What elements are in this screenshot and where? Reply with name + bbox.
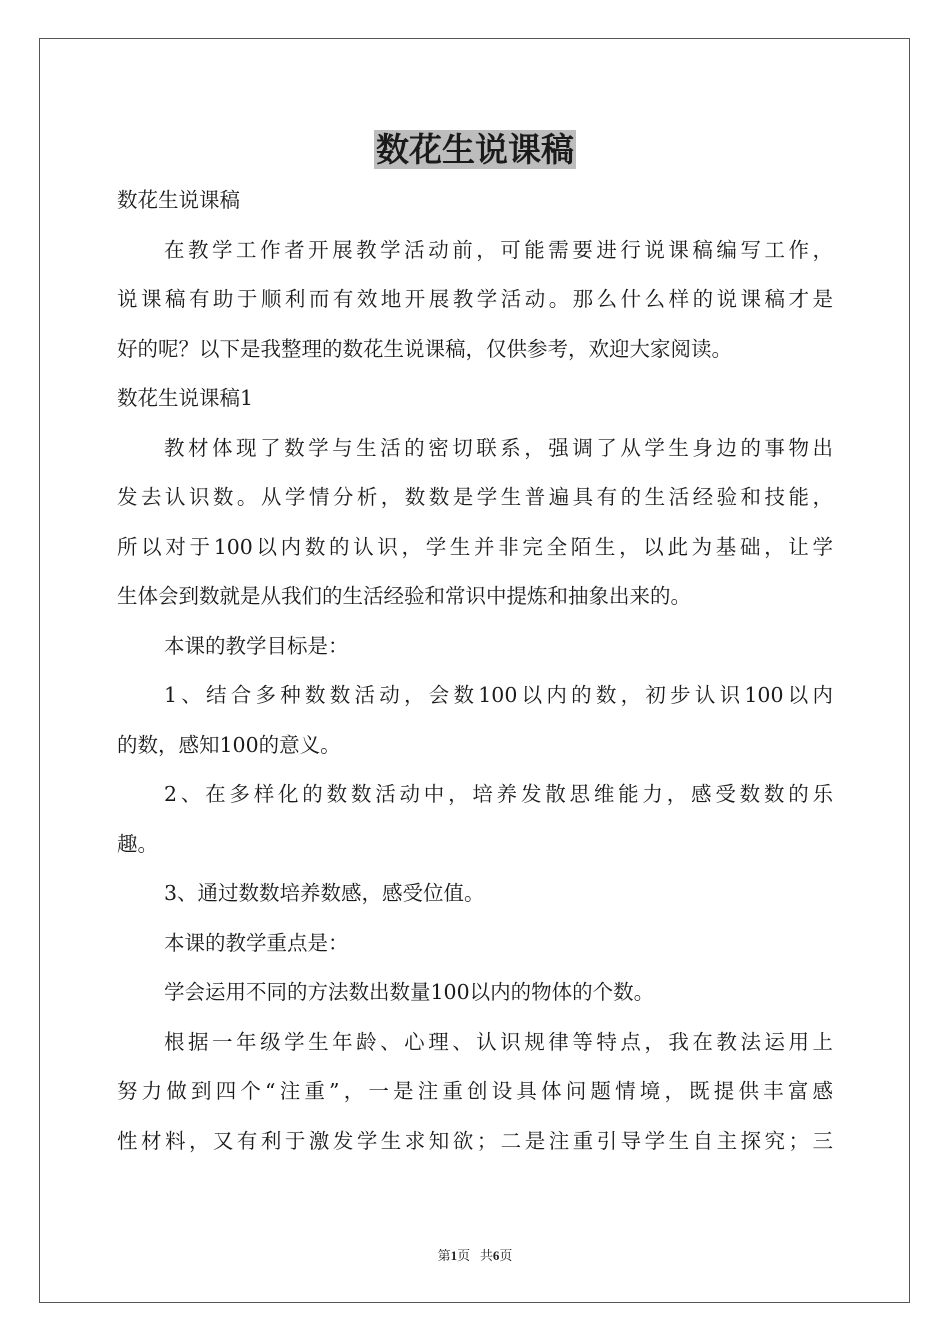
total-prefix: 共 xyxy=(479,1248,493,1263)
paragraph-line: 学会运用不同的方法数出数量100以内的物体的个数。 xyxy=(164,980,655,1004)
page-footer xyxy=(0,1245,950,1264)
total-suffix: 页 xyxy=(499,1248,513,1263)
paragraph-line: 的数，感知100的意义。 xyxy=(117,732,341,757)
paragraph-line: 本课的教学重点是： xyxy=(164,930,349,955)
paragraph-line: 本课的教学目标是： xyxy=(164,633,349,658)
paragraph-line: 3、通过数数培养数感，感受位值。 xyxy=(164,881,485,905)
total-pages: 6 xyxy=(492,1248,500,1263)
section-heading: 数花生说课稿1 xyxy=(117,386,254,410)
paragraph-line: 2、在多样化的数数活动中，培养发散思维能力，感受数数的乐 xyxy=(164,782,833,806)
subtitle-line: 数花生说课稿 xyxy=(117,188,240,212)
document-title xyxy=(0,128,950,172)
paragraph-line: 所以对于100以内数的认识，学生并非完全陌生，以此为基础，让学 xyxy=(117,534,833,559)
paragraph-line: 努力做到四个“注重”，一是注重创设具体问题情境，既提供丰富感 xyxy=(117,1079,833,1103)
page-prefix: 第 xyxy=(437,1248,451,1263)
paragraph-line: 趣。 xyxy=(117,831,158,856)
page-number: 1 xyxy=(450,1248,458,1263)
paragraph-line: 教材体现了数学与生活的密切联系，强调了从学生身边的事物出 xyxy=(164,435,833,460)
paragraph-line: 发去认识数。从学情分析，数数是学生普遍具有的生活经验和技能， xyxy=(117,485,833,509)
page-suffix: 页 xyxy=(457,1248,471,1263)
paragraph-line: 说课稿有助于顺利而有效地开展教学活动。那么什么样的说课稿才是 xyxy=(117,287,833,311)
paragraph-line: 性材料，又有利于激发学生求知欲；二是注重引导学生自主探究；三 xyxy=(117,1128,833,1153)
paragraph-line: 好的呢？以下是我整理的数花生说课稿，仅供参考，欢迎大家阅读。 xyxy=(117,336,732,361)
paragraph-line: 根据一年级学生年龄、心理、认识规律等特点，我在教法运用上 xyxy=(164,1029,833,1054)
paragraph-line: 生体会到数就是从我们的生活经验和常识中提炼和抽象出来的。 xyxy=(117,584,691,608)
title-text: 数花生说课稿 xyxy=(376,130,574,169)
document-body xyxy=(117,176,833,1166)
paragraph-line: 在教学工作者开展教学活动前，可能需要进行说课稿编写工作， xyxy=(164,237,833,262)
paragraph-line: 1、结合多种数数活动，会数100以内的数，初步认识100以内 xyxy=(164,683,833,707)
